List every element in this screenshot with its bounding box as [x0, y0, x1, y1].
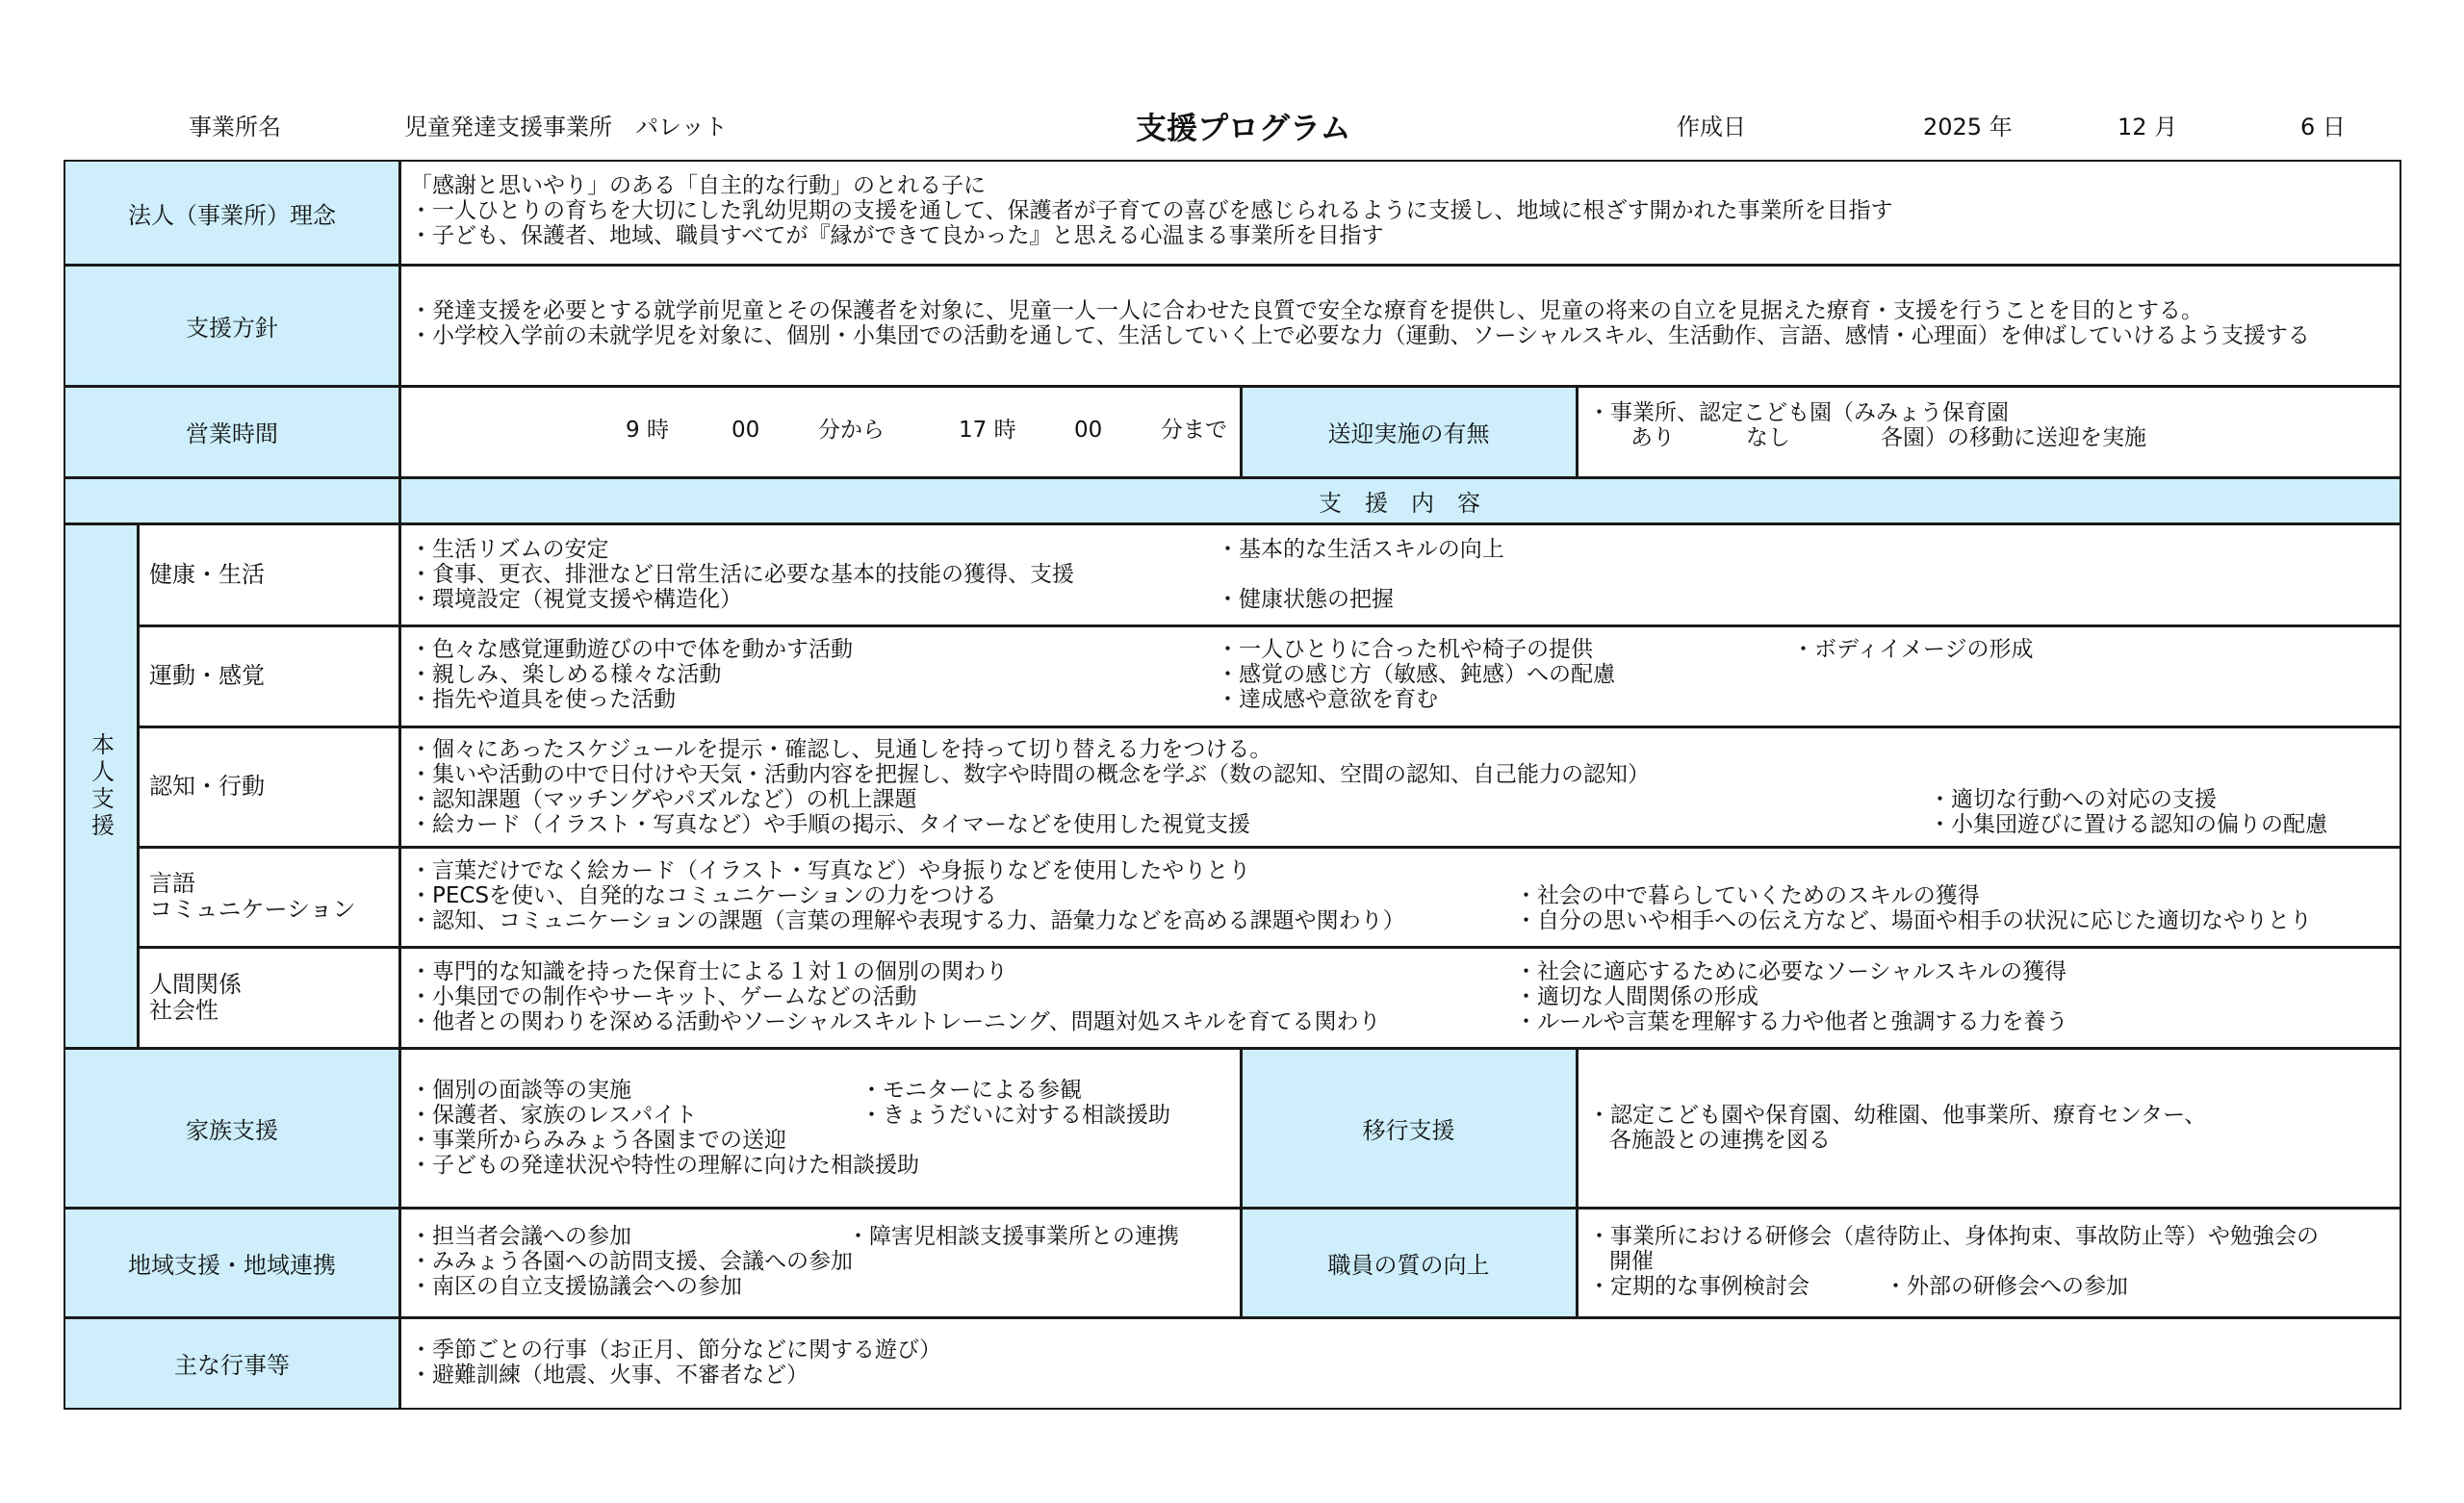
- motor-left-2: ・親しみ、楽しめる様々な活動: [410, 662, 722, 687]
- motor-mid-2: ・感覚の感じ方（敏感、鈍感）への配慮: [1217, 662, 1615, 687]
- end-hour: 17 時: [959, 418, 1016, 443]
- page-title: 支援プログラム: [1136, 110, 1351, 146]
- transition-line-1: ・認定こども園や保育園、幼稚園、他事業所、療育センター、: [1588, 1103, 2207, 1128]
- health-left-3: ・環境設定（視覚支援や構造化）: [410, 587, 742, 612]
- family-left-1: ・個別の面談等の実施: [410, 1078, 631, 1103]
- transport-label: 送迎実施の有無: [1241, 386, 1577, 477]
- date-day: 6 日: [2300, 114, 2346, 140]
- health-label: 健康・生活: [138, 523, 399, 625]
- community-left-1: ・担当者会議への参加: [410, 1224, 631, 1249]
- motor-mid-1: ・一人ひとりに合った机や椅子の提供: [1217, 637, 1593, 662]
- philosophy-line-2: ・一人ひとりの育ちを大切にした乳幼児期の支援を通して、保護者が子育ての喜びを感じられるように支援し、地域に根ざす開かれた事業所を目指す: [410, 198, 1893, 223]
- social-left-3: ・他者との関わりを深める活動やソーシャルスキルトレーニング、問題対処スキルを育てる関わり: [410, 1009, 1381, 1034]
- social-label: 人間関係 社会性: [138, 947, 399, 1048]
- events-label: 主な行事等: [64, 1317, 399, 1408]
- motor-label: 運動・感覚: [138, 625, 399, 726]
- personal-support-label: 本人支援: [64, 523, 138, 1048]
- cognition-right-1: ・適切な行動への対応の支援: [1929, 787, 2217, 812]
- language-left-3: ・認知、コミュニケーションの課題（言葉の理解や表現する力、語彙力などを高める課題や関わり）: [410, 908, 1405, 933]
- health-left-2: ・食事、更衣、排泄など日常生活に必要な基本的技能の獲得、支援: [410, 562, 1074, 587]
- community-left-2: ・みみょう各園への訪問支援、会議への参加: [410, 1249, 853, 1274]
- transport-line-2: 各園）の移動に送迎を実施: [1881, 425, 2146, 450]
- policy-label: 支援方針: [64, 265, 399, 386]
- cognition-right-2: ・小集団遊びに置ける認知の偏りの配慮: [1929, 812, 2327, 837]
- staff-line-2: 開催: [1609, 1249, 1654, 1274]
- transition-line-2: 各施設との連携を図る: [1609, 1128, 1831, 1153]
- date-label: 作成日: [1677, 114, 1746, 140]
- philosophy-line-1: 「感謝と思いやり」のある「自主的な行動」のとれる子に: [410, 173, 986, 198]
- transport-line-1: ・事業所、認定こども園（みみょう保育園: [1588, 400, 2009, 425]
- family-left-3: ・事業所からみみょう各園までの送迎: [410, 1128, 786, 1153]
- language-left-2: ・PECSを使い、自発的なコミュニケーションの力をつける: [410, 883, 997, 908]
- philosophy-line-3: ・子ども、保護者、地域、職員すべてが『縁ができて良かった』と思える心温まる事業所を目指す: [410, 223, 1384, 248]
- cognition-label: 認知・行動: [138, 726, 399, 847]
- transition-label: 移行支援: [1241, 1048, 1577, 1208]
- staff-line-1: ・事業所における研修会（虐待防止、身体拘束、事故防止等）や勉強会の: [1588, 1224, 2319, 1249]
- office-label: 事業所名: [189, 114, 281, 140]
- family-right-1: ・モニターによる参観: [860, 1078, 1082, 1103]
- start-hour: 9 時: [626, 418, 669, 443]
- date-month: 12 月: [2118, 114, 2178, 140]
- language-label: 言語 コミュニケーション: [138, 847, 399, 947]
- language-right-2: ・自分の思いや相手への伝え方など、場面や相手の状況に応じた適切なやりとり: [1515, 908, 2312, 933]
- events-line-2: ・避難訓練（地震、火事、不審者など）: [410, 1363, 808, 1388]
- cognition-left-1: ・個々にあったスケジュールを提示・確認し、見通しを持って切り替える力をつける。: [410, 737, 1272, 762]
- staff-line-3a: ・定期的な事例検討会: [1588, 1274, 1810, 1299]
- language-left-1: ・言葉だけでなく絵カード（イラスト・写真など）や身振りなどを使用したやりとり: [410, 858, 1251, 883]
- hours-label: 営業時間: [64, 386, 399, 477]
- philosophy-label: 法人（事業所）理念: [64, 161, 399, 265]
- community-right-1: ・障害児相談支援事業所との連携: [847, 1224, 1179, 1249]
- policy-line-1: ・発達支援を必要とする就学前児童とその保護者を対象に、児童一人一人に合わせた良質で安全な療育を提供し、児童の将来の自立を見据えた療育・支援を行うことを目的とする。: [410, 298, 2203, 323]
- staff-label: 職員の質の向上: [1241, 1208, 1577, 1317]
- health-right-1: ・基本的な生活スキルの向上: [1217, 537, 1504, 562]
- cognition-left-3: ・認知課題（マッチングやパズルなど）の机上課題: [410, 787, 917, 812]
- motor-left-1: ・色々な感覚運動遊びの中で体を動かす活動: [410, 637, 853, 662]
- social-left-2: ・小集団での制作やサーキット、ゲームなどの活動: [410, 984, 917, 1009]
- community-label: 地域支援・地域連携: [64, 1208, 399, 1317]
- office-name: 児童発達支援事業所 パレット: [404, 114, 728, 140]
- cognition-left-4: ・絵カード（イラスト・写真など）や手順の掲示、タイマーなどを使用した視覚支援: [410, 812, 1250, 837]
- language-right-1: ・社会の中で暮らしていくためのスキルの獲得: [1515, 883, 1980, 908]
- until-text: 分まで: [1161, 418, 1227, 443]
- events-line-1: ・季節ごとの行事（お正月、節分などに関する遊び）: [410, 1337, 941, 1363]
- start-minute: 00: [732, 418, 760, 443]
- health-right-2: ・健康状態の把握: [1217, 587, 1394, 612]
- policy-line-2: ・小学校入学前の未就学児を対象に、個別・小集団での活動を通して、生活していく上で必要な力（運動、ソーシャルスキル、生活動作、言語、感情・心理面）を伸ばしていけるよう支援する: [410, 323, 2310, 348]
- family-left-2: ・保護者、家族のレスパイト: [410, 1103, 698, 1128]
- motor-mid-3: ・達成感や意欲を育む: [1217, 687, 1438, 712]
- family-label: 家族支援: [64, 1048, 399, 1208]
- social-right-2: ・適切な人間関係の形成: [1515, 984, 1758, 1009]
- end-minute: 00: [1074, 418, 1103, 443]
- transport-no: なし: [1746, 425, 1790, 450]
- support-header: 支 援 内 容: [64, 477, 2400, 523]
- cognition-left-2: ・集いや活動の中で日付けや天気・活動内容を把握し、数字や時間の概念を学ぶ（数の認知、空間の認知、自己能力の認知）: [410, 762, 1650, 787]
- family-right-2: ・きょうだいに対する相談援助: [860, 1103, 1170, 1128]
- from-text: 分から: [818, 418, 885, 443]
- family-left-4: ・子どもの発達状況や特性の理解に向けた相談援助: [410, 1153, 919, 1178]
- social-right-3: ・ルールや言葉を理解する力や他者と強調する力を養う: [1515, 1009, 2068, 1034]
- motor-left-3: ・指先や道具を使った活動: [410, 687, 676, 712]
- staff-line-3b: ・外部の研修会への参加: [1885, 1274, 2128, 1299]
- social-right-1: ・社会に適応するために必要なソーシャルスキルの獲得: [1515, 959, 2067, 984]
- date-year: 2025 年: [1923, 114, 2013, 140]
- health-left-1: ・生活リズムの安定: [410, 537, 609, 562]
- social-left-1: ・専門的な知識を持った保育士による１対１の個別の関わり: [410, 959, 1008, 984]
- motor-right-1: ・ボディイメージの形成: [1792, 637, 2034, 662]
- community-left-3: ・南区の自立支援協議会への参加: [410, 1274, 742, 1299]
- transport-yes: あり: [1630, 425, 1675, 450]
